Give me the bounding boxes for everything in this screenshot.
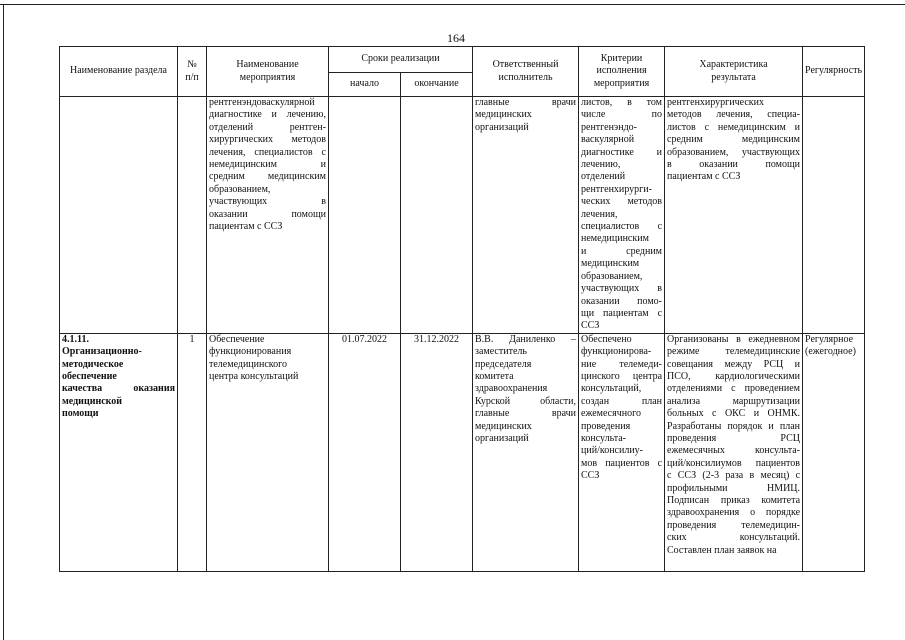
cell-text-line: оказании помо- [581,295,663,307]
cell-text-line: диагностике и лечению, [209,109,326,121]
cell-text-line: щи пациентам с [581,307,663,319]
cell-text-line: организаций [475,432,529,444]
header-regularity: Регулярность [803,47,865,97]
end-date-cell: 31.12.2022 [401,333,473,571]
cell-text-line: методическое [62,358,124,370]
cell-text-line: листов с немедицинским и [667,121,801,133]
cell-text-line: ежемесячного [581,408,641,420]
header-result: Характеристика результата [665,47,803,97]
cell-text-line: функционирования [209,346,292,358]
cell-text-line: рентгенхирурги- [581,183,652,195]
cell-text-line: ПСО, кардиологическими [667,370,801,382]
num-cell: 1 [178,333,207,571]
plan-table [59,46,865,572]
cell-text-line: медицинских [475,109,532,121]
header-start: начало [329,73,401,97]
cell-text-line: здравоохранения о порядке [667,507,801,519]
cell-text-line: организаций [475,121,529,133]
section-cell [60,97,178,334]
criteria-cell [579,97,665,334]
cell-text-line: Разработаны порядок и план [667,420,801,432]
table-row [60,333,865,571]
cell-text-line: рентгенэндо- [581,121,637,133]
cell-text-line: ций/консилиумов пациентов [667,457,801,469]
cell-text-line: лечению, [581,159,621,171]
cell-text-line: васкулярной [581,134,635,146]
responsible-cell [473,97,579,334]
cell-text-line: мов пациентов с [581,457,663,469]
start-date-cell: 01.07.2022 [329,333,401,571]
num-cell [178,97,207,334]
cell-text-line: анализа маршрутизации [667,395,801,407]
cell-text-line: телемедицинского [209,358,288,370]
cell-text-line: создан план [581,395,663,407]
criteria-cell [579,333,665,571]
cell-text-line: лечения, [581,208,618,220]
header-row-1 [60,47,865,73]
cell-text-line: немедицинским [581,233,649,245]
result-cell [665,333,803,571]
cell-text-line: отделений рентген- [209,121,326,133]
cell-text-line: ССЗ [581,470,600,482]
cell-text-line: ние телемеди- [581,358,663,370]
page-number: 164 [447,31,465,45]
scan-top-border [0,4,905,5]
cell-text-line: специалистов с [581,221,663,233]
cell-text-line: лечения, специалистов с [209,146,326,158]
responsible-cell [473,333,579,571]
regularity-cell [803,97,865,334]
cell-text-line: Составлен план заявок на [667,544,777,556]
scan-left-border [3,4,4,640]
cell-text-line: рентгенхирургических [667,97,764,108]
cell-text-line: центра консультаций [209,370,299,382]
cell-text-line: профильными НМИЦ. [667,482,801,494]
cell-text-line: образованием, участвующих [667,146,801,158]
cell-text-line: Курской области, [475,395,577,407]
cell-text-line: режиме телемедицинские [667,346,801,358]
header-event-name: Наименование мероприятия [207,47,329,97]
header-criteria: Критерии исполнения мероприятия [579,47,665,97]
regularity-cell: Регулярное (ежегодное) [803,333,865,571]
cell-text-line: проведения [581,420,631,432]
table-row [60,97,865,334]
cell-text-line: пациентам с ССЗ [667,171,741,183]
cell-text-line: числе по [581,109,663,121]
cell-text-line: отделениями с проведением [667,383,801,395]
cell-text-line: больных с ОКС и ОНМК. [667,408,801,420]
cell-text-line: медицинских [475,420,532,432]
cell-text-line: медицинской [62,395,123,407]
cell-text-line: ций/консилиу- [581,445,644,457]
cell-text-line: листов, в том [581,97,663,108]
cell-text-line: совещания между РСЦ и [667,358,801,370]
cell-text-line: методов лечения, специа- [667,109,801,121]
cell-text-line: участвующих в [581,283,663,295]
event-cell [207,97,329,334]
cell-text-line: цинского центра [581,370,663,382]
cell-text-line: заместитель [475,346,527,358]
cell-text-line: Обеспечено [581,333,632,345]
cell-text-line: Подписан приказ комитета [667,495,801,506]
cell-text-line: средним медицинским [667,134,801,146]
event-cell [207,333,329,571]
cell-text-line: ских консультаций. [667,532,801,544]
section-cell [60,333,178,571]
header-num: № п/п [178,47,207,97]
cell-text-line: медицинским [581,258,640,270]
cell-text-line: консульта- [581,432,627,444]
cell-text-line: участвующих в [209,196,326,208]
header-responsible: Ответственный исполнитель [473,47,579,97]
result-cell [665,97,803,334]
cell-text-line: образованием, [581,270,643,282]
cell-text-line: 4.1.11. [62,333,89,345]
cell-text-line: немедицинским и [209,159,326,171]
cell-text-line: В.В. Даниленко – [475,333,577,345]
header-end: окончание [401,73,473,97]
cell-text-line: функционирова- [581,346,652,358]
cell-text-line: помощи [62,408,99,420]
cell-text-line: ческих методов [581,196,663,208]
cell-text-line: качества оказания [62,383,175,395]
cell-text-line: диагностике и [581,146,663,158]
cell-text-line: ССЗ [581,320,600,332]
cell-text-line: рентгенэндоваскулярной [209,97,315,108]
cell-text-line: проведения телемедицин- [667,519,801,531]
cell-text-line: отделений [581,171,626,183]
cell-text-line: оказании помощи [209,208,326,220]
cell-text-line: и средним [581,245,663,257]
cell-text-line: главные врачи [475,97,577,108]
cell-text-line: в оказании помощи [667,159,801,171]
cell-text-line: Обеспечение [209,333,265,345]
cell-text-line: здравоохранения [475,383,548,395]
start-date-cell [329,97,401,334]
cell-text-line: средним медицинским [209,171,326,183]
cell-text-line: образованием, [209,183,271,195]
header-section-name: Наименование раздела [60,47,178,97]
cell-text-line: главные врачи [475,408,577,420]
cell-text-line: обеспечение [62,370,117,382]
cell-text-line: с ССЗ (2-3 раза в месяц) с [667,470,801,482]
cell-text-line: ежемесячных консульта- [667,445,801,457]
cell-text-line: пациентам с ССЗ [209,221,283,233]
cell-text-line: комитета [475,370,514,382]
cell-text-line: Организационно- [62,346,142,358]
header-dates: Сроки реализации [329,47,473,73]
cell-text-line: проведения РСЦ [667,432,801,444]
end-date-cell [401,97,473,334]
cell-text-line: Организованы в ежедневном [667,333,801,345]
cell-text-line: консультаций, [581,383,642,395]
cell-text-line: хирургических методов [209,134,326,146]
cell-text-line: председателя [475,358,532,370]
